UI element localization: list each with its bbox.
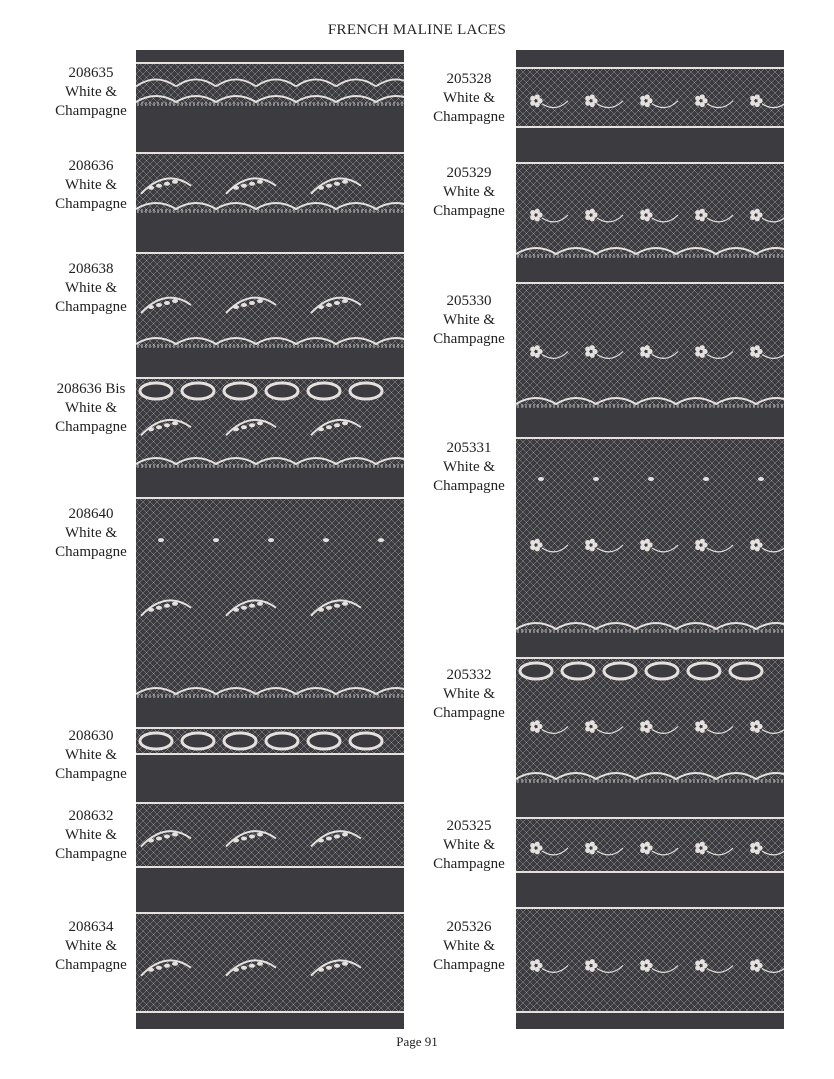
product-code: 208635 <box>68 65 114 81</box>
product-color: White & <box>64 280 118 296</box>
lace-pattern-graphic <box>136 375 404 470</box>
product-code: 205325 <box>446 818 492 834</box>
product-label-205329 <box>419 164 519 221</box>
product-color: Champagne <box>433 203 505 219</box>
lace-pattern-graphic <box>516 905 784 1015</box>
lace-swatch-208636-bis <box>136 375 404 470</box>
lace-pattern-graphic <box>516 280 784 410</box>
lace-swatch-205330 <box>516 280 784 410</box>
product-color: White & <box>64 400 118 416</box>
product-color: Champagne <box>55 544 127 560</box>
right-lace-panel <box>516 50 784 1029</box>
product-label-208636 <box>41 157 141 214</box>
lace-swatch-205332 <box>516 655 784 785</box>
lace-pattern-graphic <box>516 435 784 635</box>
product-label-205330 <box>419 292 519 349</box>
left-lace-panel <box>136 50 404 1029</box>
product-code: 205329 <box>446 165 492 181</box>
product-label-208635 <box>41 64 141 121</box>
product-label-208630 <box>41 727 141 784</box>
product-code: 208636 Bis <box>56 381 126 397</box>
product-color: White & <box>64 747 118 763</box>
product-code: 208634 <box>68 919 114 935</box>
lace-pattern-graphic <box>516 65 784 130</box>
page-title: FRENCH MALINE LACES <box>327 22 507 38</box>
product-color: White & <box>64 827 118 843</box>
product-label-205331 <box>419 439 519 496</box>
product-color: Champagne <box>55 766 127 782</box>
product-color: White & <box>442 184 496 200</box>
product-code: 208640 <box>68 506 114 522</box>
product-color: White & <box>442 312 496 328</box>
lace-swatch-205331 <box>516 435 784 635</box>
product-color: White & <box>64 177 118 193</box>
lace-pattern-graphic <box>136 250 404 350</box>
product-code: 205331 <box>446 440 492 456</box>
lace-pattern-graphic <box>136 725 404 757</box>
product-color: White & <box>442 837 496 853</box>
product-code: 205328 <box>446 71 492 87</box>
product-code: 208632 <box>68 808 114 824</box>
product-color: White & <box>442 90 496 106</box>
product-code: 208638 <box>68 261 114 277</box>
lace-pattern-graphic <box>136 800 404 870</box>
lace-pattern-graphic <box>516 655 784 785</box>
product-color: Champagne <box>55 957 127 973</box>
product-color: Champagne <box>433 478 505 494</box>
lace-swatch-208635 <box>136 60 404 108</box>
lace-swatch-208640 <box>136 495 404 700</box>
product-color: Champagne <box>433 331 505 347</box>
product-color: Champagne <box>433 957 505 973</box>
product-color: White & <box>64 525 118 541</box>
lace-swatch-205328 <box>516 65 784 130</box>
lace-swatch-208638 <box>136 250 404 350</box>
lace-swatch-205326 <box>516 905 784 1015</box>
product-color: Champagne <box>55 299 127 315</box>
product-color: Champagne <box>433 856 505 872</box>
product-label-205326 <box>419 918 519 975</box>
lace-swatch-205329 <box>516 160 784 260</box>
lace-pattern-graphic <box>136 60 404 108</box>
lace-swatch-208630 <box>136 725 404 757</box>
product-label-208638 <box>41 260 141 317</box>
lace-pattern-graphic <box>136 495 404 700</box>
product-label-208632 <box>41 807 141 864</box>
lace-swatch-208634 <box>136 910 404 1015</box>
lace-pattern-graphic <box>516 160 784 260</box>
product-label-205325 <box>419 817 519 874</box>
lace-swatch-205325 <box>516 815 784 875</box>
product-color: Champagne <box>433 705 505 721</box>
product-color: Champagne <box>55 196 127 212</box>
product-label-208634 <box>41 918 141 975</box>
product-code: 205332 <box>446 667 492 683</box>
page-number: Page 91 <box>396 1034 438 1049</box>
product-code: 205330 <box>446 293 492 309</box>
product-code: 208636 <box>68 158 114 174</box>
product-color: Champagne <box>55 846 127 862</box>
product-color: Champagne <box>433 109 505 125</box>
product-color: White & <box>442 938 496 954</box>
product-color: White & <box>442 686 496 702</box>
lace-pattern-graphic <box>136 150 404 215</box>
product-color: Champagne <box>55 419 127 435</box>
product-code: 205326 <box>446 919 492 935</box>
product-code: 208630 <box>68 728 114 744</box>
product-color: White & <box>442 459 496 475</box>
product-label-208640 <box>41 505 141 562</box>
product-label-205332 <box>419 666 519 723</box>
product-color: White & <box>64 938 118 954</box>
lace-pattern-graphic <box>516 815 784 875</box>
product-label-205328 <box>419 70 519 127</box>
lace-swatch-208632 <box>136 800 404 870</box>
lace-pattern-graphic <box>136 910 404 1015</box>
product-color: Champagne <box>55 103 127 119</box>
product-label-208636-bis <box>41 380 141 437</box>
product-color: White & <box>64 84 118 100</box>
lace-swatch-208636 <box>136 150 404 215</box>
